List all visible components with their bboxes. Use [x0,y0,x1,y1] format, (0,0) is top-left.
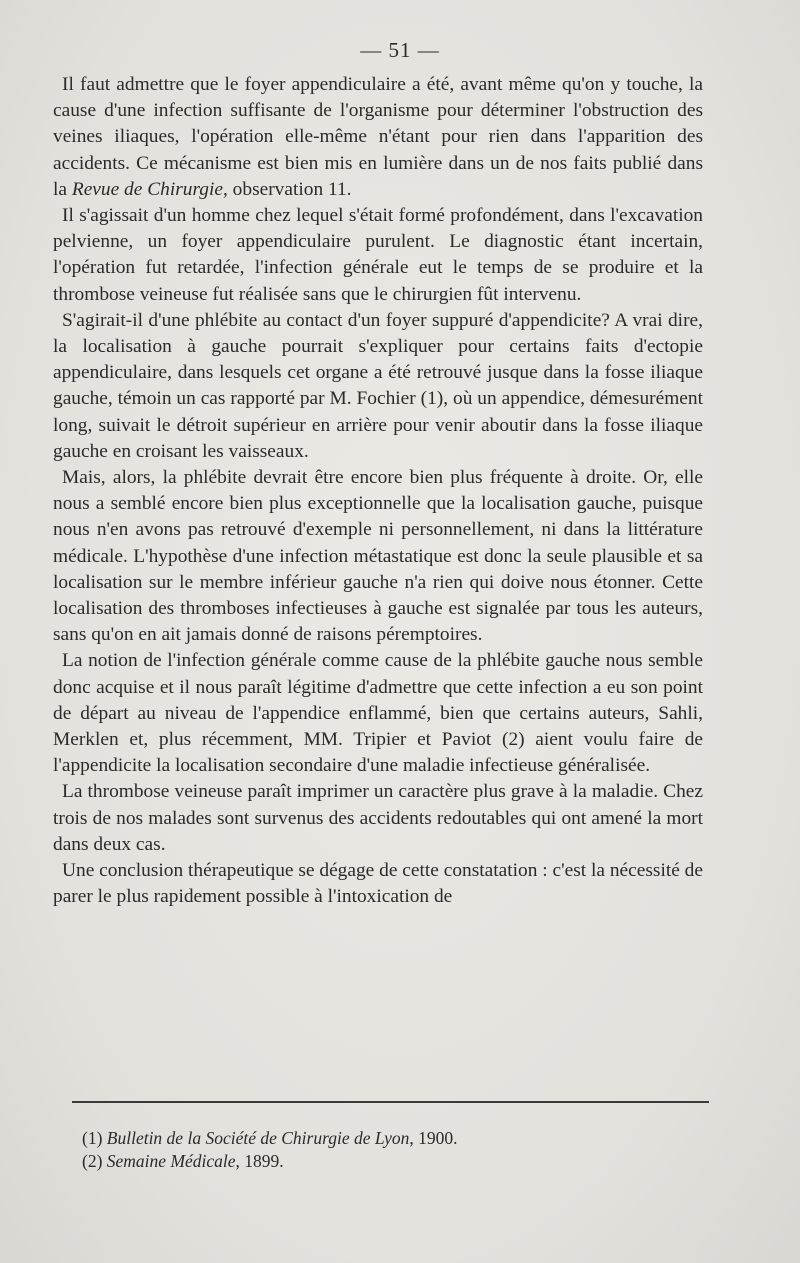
journal-title: Revue de Chirurgie [71,178,223,200]
footnote-rest: , 1899. [235,1151,284,1171]
body-text [53,72,703,911]
paragraph-3 [53,308,703,465]
paragraph-1 [53,72,703,203]
footnote-mark: (1) [82,1128,103,1148]
paragraph-text: S'agirait-il d'une phlébite au contact d'un foyer suppuré d'appendicite? A vrai dire, la localisation à gauche pourrait s'expliquer pour certains faits d'ectopie appendiculaire, dans lesquels cet organe a été retrouvé jusque dans la fosse iliaque gauche, témoin un cas rapporté par M. Fochier (1), où un appendice, démesurément long, suivait le détroit supérieur en arrière pour venir aboutir dans la fosse iliaque gauche en croisant les vaisseaux. [53,309,703,462]
footnote-rest: , 1900. [409,1128,458,1148]
footnotes [82,1127,702,1173]
paragraph-text: La notion de l'infection générale comme cause de la phlébite gauche nous semble donc acquise et il nous paraît légitime d'admettre que cette infection a eu son point de départ au niveau de l'appendice enflammé, bien que certains auteurs, Sahli, Merklen et, plus récemment, MM. Tripier et Paviot (2) aient voulu faire de l'appendicite la localisation secondaire d'une maladie infectieuse généralisée. [53,650,703,777]
paragraph-text: Une conclusion thérapeutique se dégage de cette constatation : c'est la nécessité de parer le plus rapidement possible à l'intoxication de [53,860,703,908]
footnote-title: Semaine Médicale [106,1151,236,1171]
paragraph-6 [53,779,703,858]
paragraph-text: Mais, alors, la phlébite devrait être encore bien plus fréquente à droite. Or, elle nous a semblé encore bien plus exceptionnelle que la localisation gauche, puisque nous n'en avons pas retrouvé d'exemple ni personnellement, ni dans la littérature médicale. L'hypothèse d'une infection métastatique est donc la seule plausible et sa localisation sur le membre inférieur gauche n'a rien qui doive nous étonner. Cette localisation des thromboses infectieuses à gauche est signalée par tous les auteurs, sans qu'on en ait jamais donné de raisons péremptoires. [53,467,703,646]
paragraph-text: La thrombose veineuse paraît imprimer un caractère plus grave à la maladie. Chez trois de nos malades sont survenus des accidents redoutables qui ont amené la mort dans deux cas. [53,781,703,855]
footnote-mark: (2) [82,1151,103,1171]
page-number: — 51 — [360,38,440,62]
paragraph-text: Il faut admettre que le foyer appendiculaire a été, avant même qu'on y touche, la cause d'une infection suffisante de l'organisme pour déterminer l'obstruction des veines iliaques, l'opération elle-même n'étant pour rien dans l'apparition des accidents. Ce mécanisme est bien mis en lumière dans un de nos faits publié dans la [53,74,703,200]
paragraph-2 [53,203,703,308]
footnote-1 [82,1127,702,1150]
footnote-title: Bulletin de la Société de Chirurgie de Lyon [106,1128,410,1148]
paragraph-5 [53,648,703,779]
paragraph-7 [53,858,703,910]
footnote-divider [72,1101,709,1103]
paragraph-4 [53,465,703,648]
paragraph-text-end: , observation 11. [222,178,352,200]
footnote-2 [82,1150,702,1173]
paragraph-text: Il s'agissait d'un homme chez lequel s'était formé profondément, dans l'excavation pelvienne, un foyer appendiculaire purulent. Le diagnostic étant incertain, l'opération fut retardée, l'infection générale eut le temps de se produire et la thrombose veineuse fut réalisée sans que le chirurgien fût intervenu. [53,205,703,305]
